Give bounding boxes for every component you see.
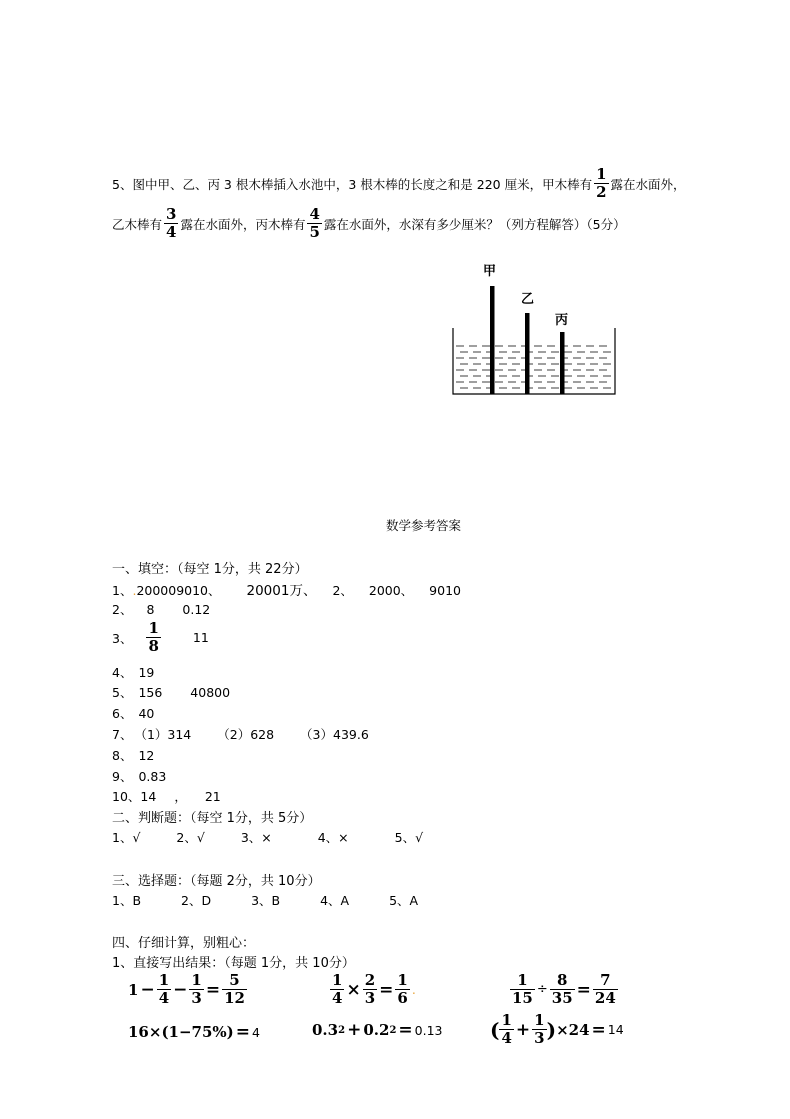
choice-2: 2、D (181, 893, 212, 908)
answer-row-5: 5、 156 40800 (112, 685, 231, 700)
sec4-heading: 四、仔细计算，别粗心： (112, 936, 256, 951)
calc-expression-5: 0.3 2 + 0.2 2 = 0.13 (312, 1020, 443, 1040)
answer-row-7: 7、 （1）314 （2）628 （3）439.6 (112, 727, 369, 742)
calc-expression-3: $\frac{1}{15}$ ÷ $\frac{8}{35}$ = $\frac{7}{24}$ (512, 971, 616, 1007)
fraction-bing: $\frac{4}{5}$ (309, 205, 320, 241)
stick-yi (525, 313, 530, 394)
answer-row-3: 3、 $\frac{1}{8}$ 11 (112, 619, 209, 655)
answer-row-4: 4、 19 (112, 665, 155, 680)
answer-row-1: 1、.200009010、 20001万、 2、 2000、 9010 (112, 583, 461, 599)
choice-5: 5、A (389, 893, 419, 908)
question5-line1 (112, 166, 686, 201)
choice-1: 1、B (112, 893, 142, 908)
judge-5: 5、√ (394, 830, 424, 845)
pool-figure (450, 258, 620, 400)
pool-outline (453, 328, 615, 394)
label-yi: 乙 (521, 292, 535, 307)
answer-row-9: 9、 0.83 (112, 769, 167, 784)
question5-text-b: 露在水面外， (610, 176, 686, 192)
judge-3: 3、× (240, 830, 272, 845)
question5-text-d: 露在水面外，丙木棒有 (180, 216, 306, 232)
calc-expression-1: 1 − $\frac{1}{4}$ − $\frac{1}{3}$ = $\frac{5}{12}$ (128, 971, 245, 1007)
sec4-sub1: 1、直接写出结果：（每题 1分，共 10分） (112, 956, 355, 971)
water-lines (456, 346, 612, 388)
choice-4: 4、A (320, 893, 350, 908)
fraction-jia: $\frac{1}{2}$ (596, 165, 607, 201)
fraction-one-eighth: $\frac{1}{8}$ (148, 619, 159, 655)
sec2-heading: 二、判断题：（每空 1分，共 5分） (112, 811, 313, 826)
fraction-yi: $\frac{3}{4}$ (166, 205, 177, 241)
answers-title: 数学参考答案 (386, 518, 462, 533)
answer-row-8: 8、 12 (112, 748, 155, 763)
choice-3: 3、B (251, 893, 281, 908)
sec2-answers (112, 828, 423, 846)
judge-1: 1、√ (112, 830, 141, 845)
answer-row-6: 6、 40 (112, 706, 155, 721)
sec3-answers (112, 891, 418, 909)
label-bing: 丙 (555, 313, 569, 328)
sec1-heading: 一、填空：（每空 1分，共 22分） (112, 562, 308, 577)
sec3-heading: 三、选择题：（每题 2分，共 10分） (112, 874, 321, 889)
question5-line2 (112, 206, 626, 241)
judge-2: 2、√ (176, 830, 205, 845)
calc-expression-2: $\frac{1}{4}$ × $\frac{2}{3}$ = $\frac{1}{6}$ . (332, 971, 416, 1007)
answer-row-10: 10、14 ， 21 (112, 789, 221, 804)
question5-text-c: 乙木棒有 (112, 216, 163, 232)
pool-diagram (450, 258, 620, 400)
question5-text-a: 5、图中甲、乙、丙 3 根木棒插入水池中，3 根木棒的长度之和是 220 厘米，甲木棒有 (112, 176, 593, 192)
stick-bing (560, 332, 565, 394)
judge-4: 4、× (317, 830, 349, 845)
answer-row-2: 2、 8 0.12 (112, 602, 211, 617)
stick-jia (490, 286, 495, 394)
label-jia: 甲 (483, 264, 497, 279)
calc-expression-6: ( $\frac{1}{4}$ + $\frac{1}{3}$ ) ×24 = 14 (490, 1011, 624, 1047)
question5-text-e: 露在水面外，水深有多少厘米？（列方程解答）（5分） (323, 216, 626, 232)
calc-expression-4: 16×(1−75%) = 4 (128, 1022, 260, 1042)
